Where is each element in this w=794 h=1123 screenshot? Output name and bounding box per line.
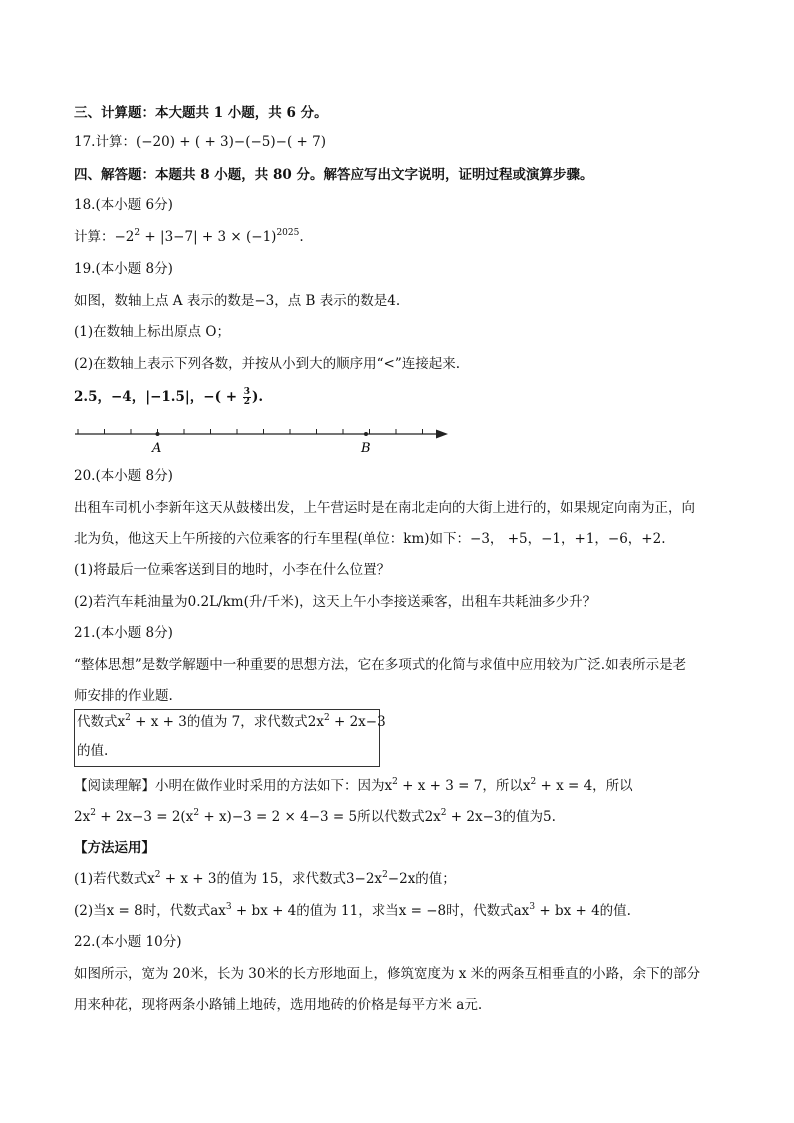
question-21-part-1: (1)若代数式$x^2 + x + 3$的值为 15，求代数式$3-2x^2-2x$的值； — [74, 870, 456, 887]
question-22-line-2: 用来种花，现将两条小路铺上地砖，选用地砖的价格是每平方米 a元. — [74, 997, 483, 1013]
number-line — [70, 422, 460, 462]
fraction-three-halves: $\frac{3}{2}$ — [243, 387, 250, 407]
question-19-part-1: (1)在数轴上标出原点 O； — [74, 324, 230, 340]
reading-calculation-line: $2x^2 + 2x-3 = 2(x^2 + x)-3 = 2 \times 4-3 = 5$所以代数式$2x^2 + 2x-3$的值为5. — [74, 808, 556, 825]
question-18-expression: 计算：$-2^2 + |3-7| + 3 \times (-1)^{2025}$. — [74, 228, 304, 245]
reading-comprehension-line: 【阅读理解】小明在做作业时采用的方法如下：因为$x^2 + x + 3 = 7$，所以$x^2 + x = 4$，所以 — [74, 777, 633, 794]
question-20-line-2: 北为负，他这天上午所接的六位乘客的行车里程(单位：km)如下：−3， +5，−1，+1，−6，+2. — [74, 531, 666, 547]
number-line-arrow — [436, 430, 448, 439]
question-20-number: 20.(本小题 8分) — [74, 468, 173, 484]
point-b-dot — [364, 432, 368, 436]
point-a-label: A — [152, 441, 162, 456]
question-19-numbers: 2.5，−4，|−1.5|，−( + $\frac{3}{2}$ ). — [74, 387, 264, 407]
question-21-number: 21.(本小题 8分) — [74, 625, 173, 641]
point-b-label: B — [361, 441, 371, 456]
question-20-line-1: 出租车司机小李新年这天从鼓楼出发，上午营运时是在南北走向的大街上进行的，如果规定向南为正，向 — [74, 500, 695, 516]
question-21-line-1: “整体思想”是数学解题中一种重要的思想方法，它在多项式的化简与求值中应用较为广泛.如表所示是老 — [74, 657, 687, 673]
question-19-part-2: (2)在数轴上表示下列各数，并按从小到大的顺序用“<”连接起来. — [74, 356, 461, 372]
section-4-heading: 四、解答题：本题共 8 小题，共 80 分。解答应写出文字说明，证明过程或演算步骤。 — [74, 167, 594, 183]
homework-box — [74, 709, 386, 767]
question-22-line-1: 如图所示，宽为 20米，长为 30米的长方形地面上，修筑宽度为 x 米的两条互相垂直的小路，余下的部分 — [74, 966, 701, 982]
question-20-part-2: (2)若汽车耗油量为0.2L/km(升/千米)，这天上午小李接送乘客，出租车共耗油多少升？ — [74, 594, 597, 610]
homework-box-line-1: 代数式$x^2 + x + 3$的值为 7，求代数式$2x^2 + 2x-3$ — [77, 713, 386, 730]
question-20-part-1: (1)将最后一位乘客送到目的地时，小李在什么位置？ — [74, 562, 391, 578]
question-17: 17.计算：(−20) + ( + 3)−(−5)−( + 7) — [74, 134, 326, 150]
point-a-dot — [156, 432, 160, 436]
section-3-heading: 三、计算题：本大题共 1 小题，共 6 分。 — [74, 105, 328, 121]
question-21-line-2: 师安排的作业题. — [74, 688, 173, 704]
question-22-number: 22.(本小题 10分) — [74, 934, 182, 950]
question-18-number: 18.(本小题 6分) — [74, 197, 173, 213]
question-19-number: 19.(本小题 8分) — [74, 261, 173, 277]
question-19-intro: 如图，数轴上点 A 表示的数是−3，点 B 表示的数是4. — [74, 293, 401, 309]
number-line-ticks — [78, 429, 423, 434]
homework-box-line-2: 的值. — [77, 743, 109, 759]
method-heading: 【方法运用】 — [74, 840, 155, 856]
question-21-part-2: (2)当x = 8时，代数式$ax^3$ + bx + 4的值为 11，求当x = −8时，代数式$ax^3$ + bx + 4的值. — [74, 902, 631, 919]
